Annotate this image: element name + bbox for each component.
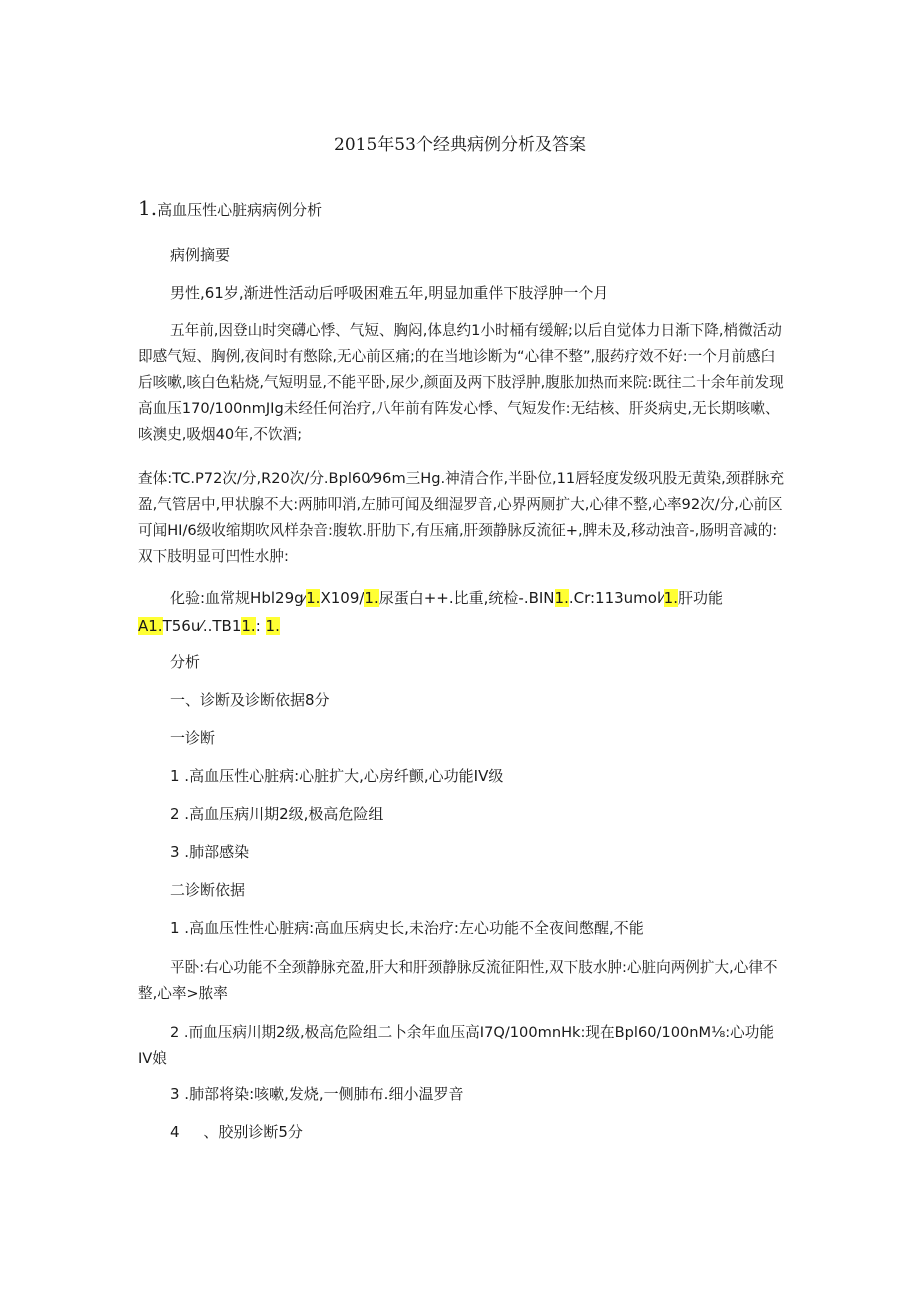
basis-heading: 二诊断依据 (170, 881, 246, 899)
diagnosis-item-2: 2 .高血压病川期2级,极高危险组 (170, 805, 384, 823)
lab-highlight: 1. (241, 617, 256, 635)
basis-item-1-continued: 平卧:右心功能不全颈静脉充盈,肝大和肝颈静脉反流征阳性,双下肢水肿:心脏向两例扩大,心律不整,心率>脓率 (138, 959, 778, 1002)
section-heading (138, 197, 322, 221)
lab-line-2 (138, 612, 788, 640)
summary-heading: 病例摘要 (170, 246, 231, 264)
lab-text: 化验:血常规Hbl29g⁄ (170, 589, 307, 607)
analysis-heading: 分析 (170, 653, 201, 671)
section-number: 1. (138, 196, 158, 220)
doc-title: 2015年53个经典病例分析及答案 (334, 135, 586, 155)
lab-text: X109/ (320, 589, 365, 607)
section-title: 高血压性心脏病病例分析 (157, 201, 323, 219)
basis-item-3: 3 .肺部将染:咳嗽,发烧,一侧肺布.细小温罗音 (170, 1085, 464, 1103)
basis-item-1: 1 .高血压性性心脏病:高血压病史长,未治疗:左心功能不全夜间憋醒,不能 (170, 919, 644, 937)
lab-text: 肝功能 (677, 589, 723, 607)
lab-highlight: 1. (306, 589, 321, 607)
lab-highlight: 1. (364, 589, 379, 607)
lab-text: : (255, 617, 261, 635)
lab-text: T56u⁄..TB1 (162, 617, 242, 635)
diagnosis-item-1: 1 .高血压性心脏病:心脏扩大,心房纤颤,心功能IV级 (170, 767, 504, 785)
lab-highlight: 1. (265, 617, 280, 635)
lab-text: 尿蛋白++.比重,统检-.BIN (378, 589, 555, 607)
lab-text: .Cr:113umol⁄ (568, 589, 664, 607)
lab-highlight: A1. (138, 617, 163, 635)
differential-heading: 4 、胶别诊断5分 (170, 1123, 303, 1141)
lab-line-1 (138, 584, 788, 612)
diagnosis-heading: 一、诊断及诊断依据8分 (170, 691, 330, 709)
chief-complaint: 男性,61岁,渐进性活动后呼吸困难五年,明显加重伴下肢浮肿一个月 (170, 284, 609, 302)
exam-paragraph: 查体:TC.P72次/分,R20次/分.Bpl60⁄96m三Hg.神清合作,半卧位,11唇轻度发级巩股无黄染,颈群脉充盈,气管居中,甲状腺不大:两肺叩消,左肺可闻及细湿罗音,心界两厕扩大,心律不整,心率92次/分,心前区可闻HI/6级收缩期吹风样杂音:腹软.肝肋下,有压痛,肝颈静脉反流征+,脾未及,移动浊音-,肠明音减的:双下肢明显可凹性水肿: (138, 470, 785, 565)
history-paragraph: 五年前,因登山时突礴心悸、气短、胸闷,体息约1小时桶有缓解;以后自觉体力日渐下降,梢微活动即感气短、胸例,夜间时有憋除,无心前区痛;的在当地诊断为“心律不整”,服药疗效不好:一个月前感臼后咳嗽,咳白色粘烧,气短明显,不能平卧,尿少,颜面及两下肢浮肿,腹胀加热而来院:既往二十余年前发现高血压170/100nmJIg未经任何治疗,八年前有阵发心悸、气短发作:无结核、肝炎病史,无长期咳嗽、咳澳史,吸烟40年,不饮酒; (138, 322, 784, 443)
lab-highlight: 1. (663, 589, 678, 607)
basis-item-2: 2 .而血压病川期2级,极高危险组二卜余年血压高I7Q/100mnHk:现在Bpl60/100nM⅛:心功能IV娘 (138, 1024, 774, 1067)
lab-paragraph (138, 584, 788, 640)
lab-highlight: 1. (554, 589, 569, 607)
diagnosis-subheading: 一诊断 (170, 729, 216, 747)
diagnosis-item-3: 3 .肺部感染 (170, 843, 250, 861)
